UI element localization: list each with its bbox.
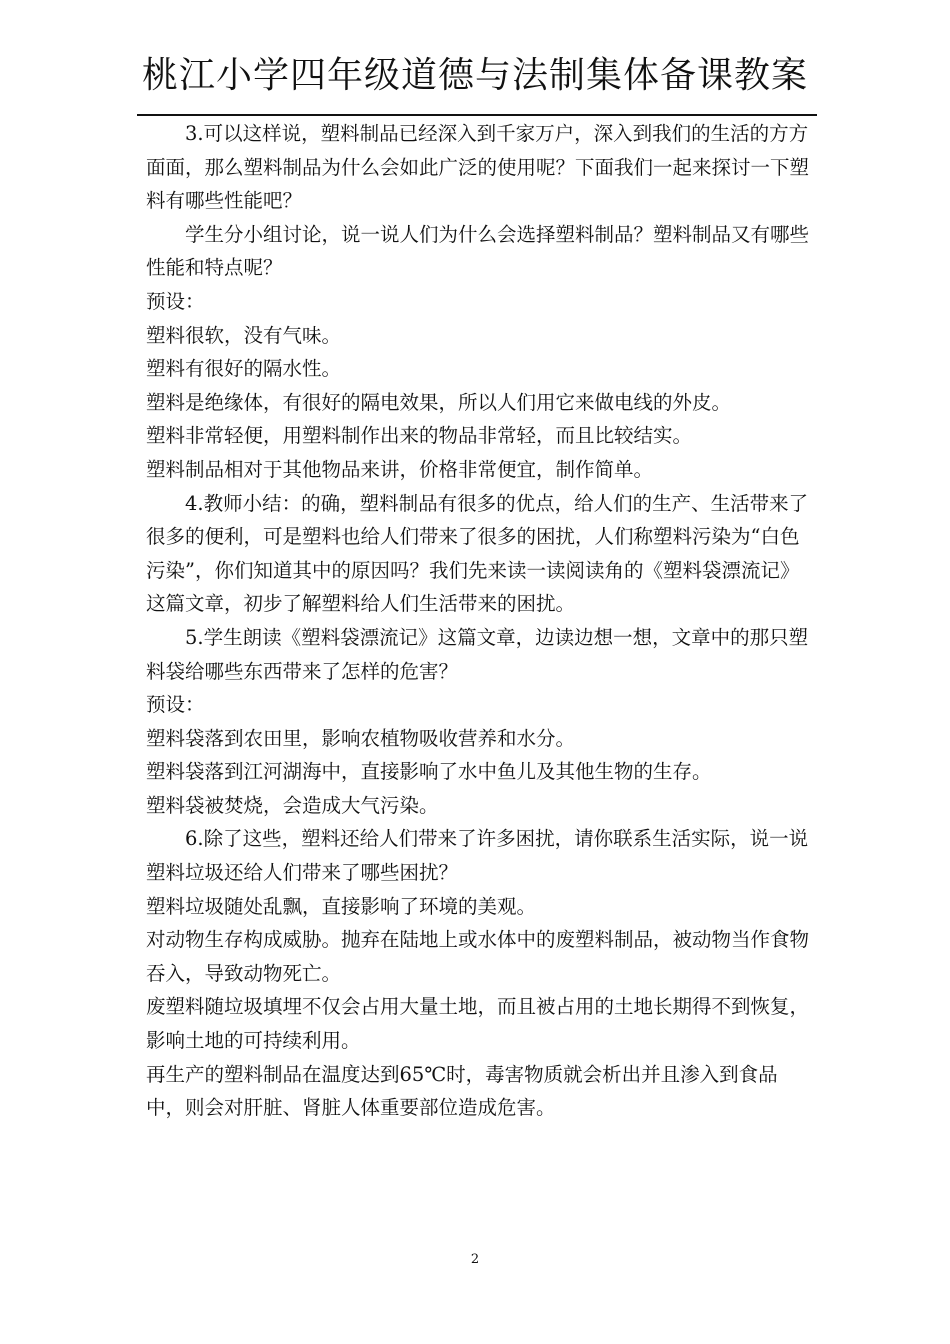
preset-label: 预设： bbox=[146, 289, 205, 313]
paragraph-4: 4.教师小结：的确，塑料制品有很多的优点，给人们的生产、生活带来了很多的便利，可是塑料也给人们带来了很多的困扰，人们称塑料污染为“白色污染”，你们知道其中的原因吗？我们先来读一读阅读角的《塑料袋漂流记》这篇文章，初步了解塑料给人们生活带来的困扰。 bbox=[146, 491, 809, 616]
preset-item: 塑料袋落到农田里，影响农植物吸收营养和水分。 bbox=[146, 726, 576, 750]
answer-item: 再生产的塑料制品在温度达到65℃时，毒害物质就会析出并且渗入到食品中，则会对肝脏、肾脏人体重要部位造成危害。 bbox=[146, 1062, 778, 1120]
preset-label: 预设： bbox=[146, 693, 205, 717]
preset-item: 塑料非常轻便，用塑料制作出来的物品非常轻，而且比较结实。 bbox=[146, 424, 693, 448]
paragraph-5: 5.学生朗读《塑料袋漂流记》这篇文章，边读边想一想，文章中的那只塑料袋给哪些东西带来了怎样的危害？ bbox=[146, 625, 809, 683]
answer-item: 对动物生存构成威胁。抛弃在陆地上或水体中的废塑料制品，被动物当作食物吞入，导致动物死亡。 bbox=[146, 928, 810, 985]
paragraph-3: 3.可以这样说，塑料制品已经深入到千家万户，深入到我们的生活的方方面面，那么塑料制品为什么会如此广泛的使用呢？下面我们一起来探讨一下塑料有哪些性能吧？ bbox=[146, 122, 810, 213]
preset-item: 塑料是绝缘体，有很好的隔电效果，所以人们用它来做电线的外皮。 bbox=[146, 390, 732, 414]
page-number: 2 bbox=[470, 1252, 480, 1267]
header-divider bbox=[137, 114, 817, 116]
preset-item: 塑料制品相对于其他物品来讲，价格非常便宜，制作简单。 bbox=[146, 457, 654, 481]
answer-item: 废塑料随垃圾填埋不仅会占用大量土地，而且被占用的土地长期得不到恢复，影响土地的可持续利用。 bbox=[146, 995, 810, 1053]
preset-item: 塑料袋被焚烧，会造成大气污染。 bbox=[146, 793, 439, 817]
preset-item: 塑料有很好的隔水性。 bbox=[146, 357, 342, 381]
preset-item: 塑料袋落到江河湖海中，直接影响了水中鱼儿及其他生物的生存。 bbox=[146, 760, 712, 784]
page-title: 桃江小学四年级道德与法制集体备课教案 bbox=[141, 55, 808, 96]
preset-item: 塑料很软，没有气味。 bbox=[146, 323, 342, 347]
document-body bbox=[146, 117, 810, 1125]
answer-item: 塑料垃圾随处乱飘，直接影响了环境的美观。 bbox=[146, 894, 537, 918]
paragraph-group-discussion: 学生分小组讨论，说一说人们为什么会选择塑料制品？塑料制品又有哪些性能和特点呢？ bbox=[146, 222, 810, 280]
paragraph-6: 6.除了这些，塑料还给人们带来了许多困扰，请你联系生活实际，说一说塑料垃圾还给人们带来了哪些困扰？ bbox=[146, 827, 809, 885]
